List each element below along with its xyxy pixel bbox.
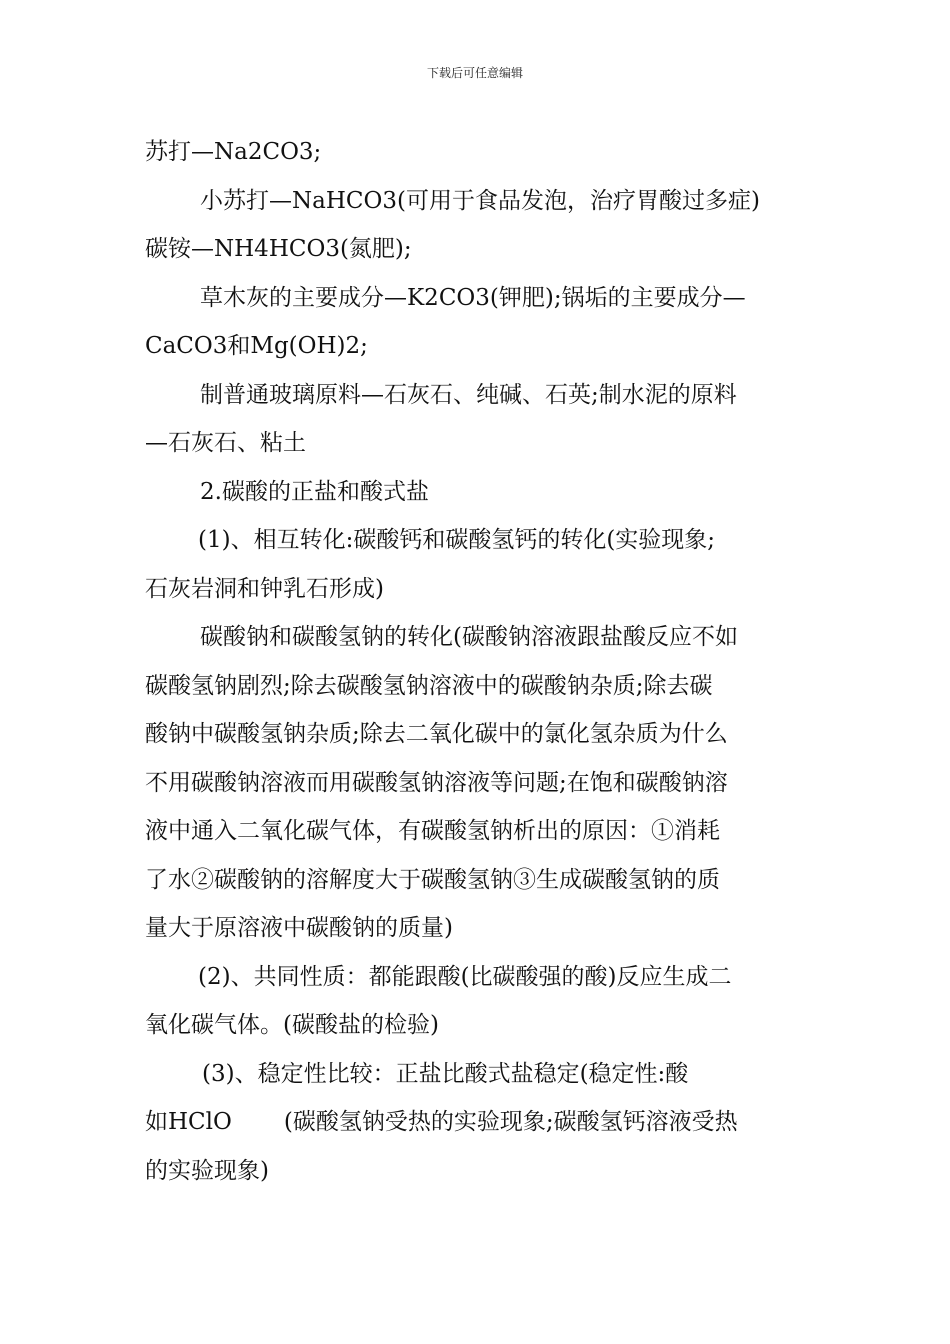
text-line: (2)、共同性质：都能跟酸(比碳酸强的酸)反应生成二 <box>198 963 732 990</box>
text-line: 碳铵—NH4HCO3(氮肥); <box>145 236 412 262</box>
text-line: 酸钠中碳酸氢钠杂质;除去二氧化碳中的氯化氢杂质为什么 <box>145 721 728 747</box>
text-line: 苏打—Na2CO3; <box>145 139 322 165</box>
text-line: 不用碳酸钠溶液而用碳酸氢钠溶液等问题;在饱和碳酸钠溶 <box>145 769 728 796</box>
text-line: —石灰石、粘土 <box>145 430 306 456</box>
document-body <box>145 128 810 1195</box>
text-line: 的实验现象) <box>145 1157 269 1184</box>
text-line: 碳酸氢钠剧烈;除去碳酸氢钠溶液中的碳酸钠杂质;除去碳 <box>145 672 713 699</box>
page-header: 下载后可任意编辑 <box>426 66 523 80</box>
text-fragment: 如HClO <box>145 1109 232 1135</box>
text-line: 2.碳酸的正盐和酸式盐 <box>200 478 429 505</box>
text-line: CaCO3和Mg(OH)2; <box>145 333 368 359</box>
text-line: 氧化碳气体。(碳酸盐的检验) <box>145 1012 439 1038</box>
text-line: 小苏打—NaHCO3(可用于食品发泡，治疗胃酸过多症) <box>200 187 760 214</box>
text-line: (1)、相互转化:碳酸钙和碳酸氢钙的转化(实验现象; <box>198 527 716 553</box>
text-line: 制普通玻璃原料—石灰石、纯碱、石英;制水泥的原料 <box>200 381 737 408</box>
text-line: (3)、稳定性比较：正盐比酸式盐稳定(稳定性:酸 <box>202 1060 689 1087</box>
text-line: 液中通入二氧化碳气体，有碳酸氢钠析出的原因：①消耗 <box>145 818 720 844</box>
text-fragment: (碳酸氢钠受热的实验现象;碳酸氢钙溶液受热 <box>283 1109 738 1135</box>
text-line: 量大于原溶液中碳酸钠的质量) <box>145 915 453 941</box>
text-line-split <box>145 1098 810 1147</box>
text-line: 石灰岩洞和钟乳石形成) <box>145 575 384 602</box>
text-line: 了水②碳酸钠的溶解度大于碳酸氢钠③生成碳酸氢钠的质 <box>145 866 720 893</box>
text-line: 碳酸钠和碳酸氢钠的转化(碳酸钠溶液跟盐酸反应不如 <box>200 624 738 650</box>
text-line: 草木灰的主要成分—K2CO3(钾肥);锅垢的主要成分— <box>200 284 746 311</box>
